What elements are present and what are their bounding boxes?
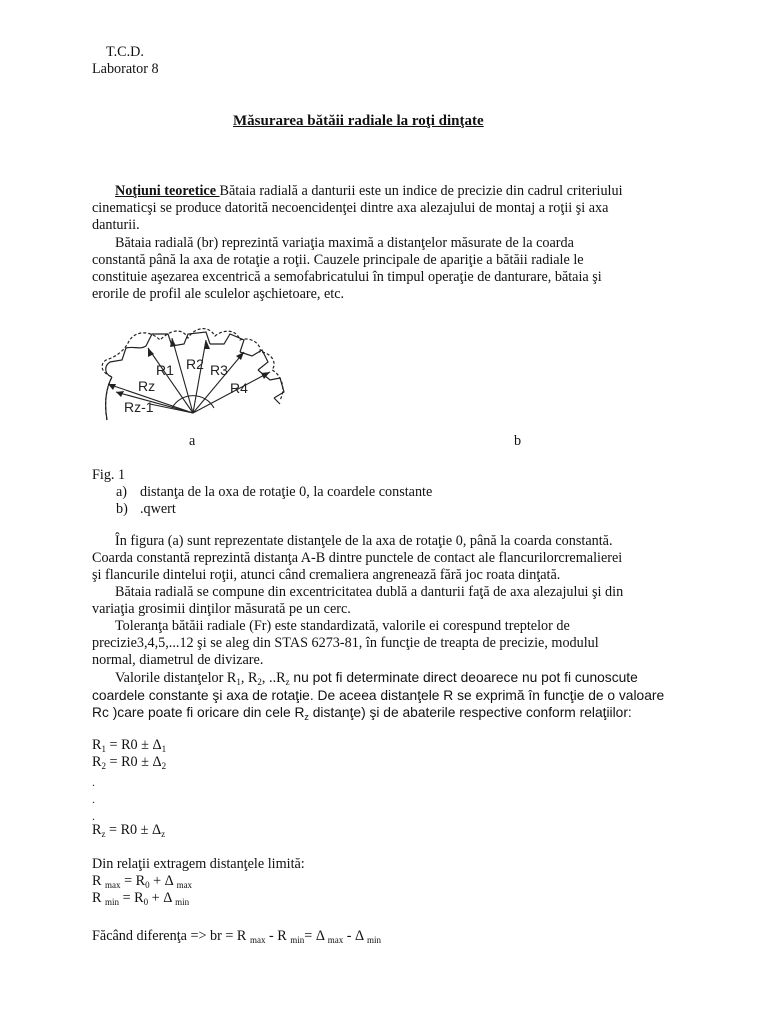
page-title: Măsurarea bătăii radiale la roţi dinţate xyxy=(233,113,484,129)
section-heading: Noţiuni teoretice xyxy=(115,183,220,199)
gear-figure xyxy=(96,322,306,427)
intro-paragraph: Noţiuni teoretice Bătaia radială a danturii este un indice de precizie din cadrul criteriului cinematicşi se produce datorită necoencidenţei dintre axa alezajului de montaj a roţii şi axa danturii. xyxy=(92,183,623,233)
caption-item-a: distanţa de la oxa de rotaţie 0, la coardele constante xyxy=(140,484,433,500)
radial-runout-paragraph: Bătaia radială (br) reprezintă variaţia maximă a distanţelor măsurate de la coarda constantă până la axa de rotaţie a roţii. Cauzele principale de apariţie a bătăii radiale le constituie aşezarea excentrică a semofabricatului în timpul operaţie de danturare, bătaia şi erorile de profil ale sculelor aşchietoare, etc. xyxy=(92,235,602,302)
figure-label-a: a xyxy=(189,433,196,449)
constant-chord-paragraph: În figura (a) sunt reprezentate distanţele de la axa de rotaţie 0, până la coarda constantă. Coarda constantă reprezintă distanţa A-B dintre punctele de contact ale flancurilorcremalierei şi flancurile dintelui roţii, atunci când cremaliera angrenează fără joc roata dinţată. xyxy=(92,533,623,583)
equation-r1: $R_1 = R0 \pm \Delta_1$ xyxy=(92,737,167,754)
label-r1: R1 xyxy=(156,362,174,378)
label-r4: R4 xyxy=(230,380,248,396)
label-r2: R2 xyxy=(186,356,204,372)
caption-item-a-marker: a) xyxy=(116,484,128,500)
limits-intro: Din relaţii extragem distanţele limită: xyxy=(92,856,305,872)
tolerance-paragraph: Toleranţa bătăii radiale (Fr) este standardizată, valorile ei corespund treptelor de precizie3,4,5,...12 şi se aleg din STAS 6273-81, în funcţie de treapta de precizie, modulul normal, diametrul de divizare. xyxy=(92,618,599,668)
equation-rz: $R_z = R0 \pm \Delta_z$ xyxy=(92,822,166,839)
caption-item-b: .qwert xyxy=(140,501,176,517)
equation-r2: $R_2 = R0 \pm \Delta_2$ xyxy=(92,754,167,771)
equation-rmax: R $_{max} = R_0 + \Delta$ $_{max}$ xyxy=(92,873,193,890)
equation-difference: Făcând diferenţa => br = R $_{max}$ - R $_{min}$= Δ $_{max}$ - Δ $_{min}$ xyxy=(92,928,381,945)
label-rz: Rz xyxy=(138,378,156,394)
figure-label-b: b xyxy=(514,433,522,449)
distances-paragraph: Valorile distanţelor $R_1$, $R_2$, $..R_z$ nu pot fi determinate direct deoarece nu pot fi cunoscute coardele constante şi axa de rotaţie. De aceea distanţele R se exprimă în funcţie de o valoare Rc )care poate fi oricare din cele $R_z$ distanţe) şi de abaterile respective conform relaţiilor: xyxy=(92,670,665,722)
label-rz-1: Rz-1 xyxy=(124,399,154,415)
ellipsis-dot: . xyxy=(92,809,95,823)
figure-caption: Fig. 1 xyxy=(92,467,126,483)
eccentricity-paragraph: Bătaia radială se compune din excentricitatea dublă a danturii faţă de axa alezajului şi din variaţia grosimii dinţilor măsurată pe un cerc. xyxy=(92,584,624,617)
label-r3: R3 xyxy=(210,362,228,378)
ellipsis-dot: . xyxy=(92,775,95,789)
caption-item-b-marker: b) xyxy=(116,501,128,517)
equation-rmin: R $_{min} = R_0 + \Delta$ $_{min}$ xyxy=(92,890,190,907)
ellipsis-dot: . xyxy=(92,792,95,806)
org-label: T.C.D. xyxy=(106,44,144,60)
lab-label: Laborator 8 xyxy=(92,61,159,77)
